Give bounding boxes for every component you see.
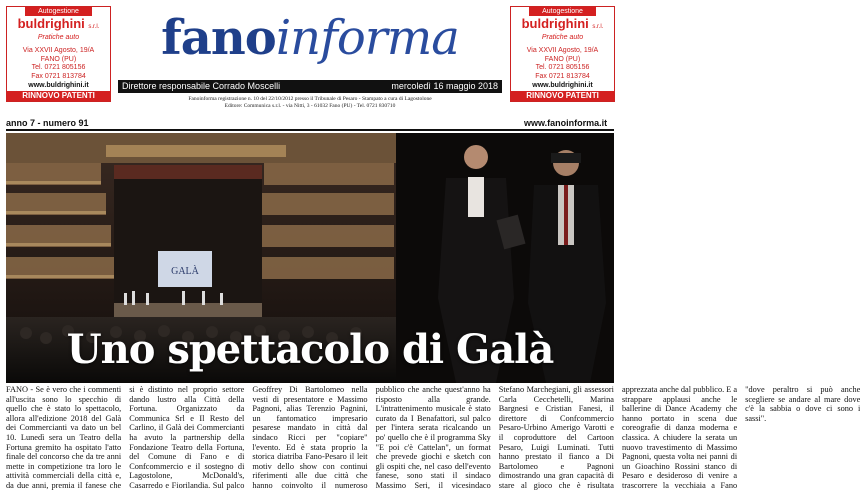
ad-city: FANO (PU) — [544, 55, 581, 63]
lead-photo — [6, 133, 614, 383]
newspaper-logo[interactable]: fanoinforma — [161, 10, 459, 66]
masthead-bar — [118, 80, 502, 93]
ad-box-right[interactable] — [510, 6, 615, 102]
ad-brand: buldrighini s.r.l. — [17, 16, 100, 31]
ad-fax: Fax 0721 813784 — [31, 72, 86, 80]
ad-footer: RINNOVO PATENTI — [511, 91, 614, 101]
director-line: Direttore responsabile Corrado Moscelli — [122, 81, 281, 91]
ad-fax: Fax 0721 813784 — [535, 72, 590, 80]
article-text: FANO - Se è vero che i commenti all'uscita sono lo specchio di quello che è stato lo spettacolo, allora all'edizione 2018 del Galà dei Commercianti va dato un bel 10. Lunedì sera un Teatro della Fortuna gremito ha ospitato l'atto finale del concorso che da tre anni mette in competizione tra loro le attività commerciali della città e, da due anni, premia il fanese che si è distinto nel proprio settore dando lustro alla Città della Fortuna. Organizzato da Communica Srl e Il Resto del Carlino, il Galà dei Commercianti ha avuto la partnership della Fondazione Teatro della Fortuna, del Comune di Fano e di Confcommercio e il sostegno di Lagostolone, McDonald's, Casarredo e Fiorilandia. Sul palco Geoffrey Di Bartolomeo nella vesti di presentatore e Massimo Pagnoni, alias Terenzio Pagnini, un fantomatico impresario pesarese mandato in città dal sindaco Ricci per "copiare" l'evento. Ed è stata proprio la storica diatriba Fano-Pesaro il leit motiv dello show con continui riferimenti alle due città che hanno coinvolto il numeroso pubblico che anche quest'anno ha risposto alla grande. L'intrattenimento musicale è stato curato da I Benafattori, sul palco per l'intera serata ricalcando un po' quello che è il programma Sky "E poi c'è Cattelan", un format che prevede giochi e sketch con gli ospiti che, nel caso dell'evento fanese, sono stati il sindaco Massimo Seri, il vicesindaco Stefano Marchegiani, gli assessori Carla Cecchetelli, Marina Bargnesi e Cristian Fanesi, il direttore di Confcommercio Pesaro-Urbino Amerigo Varotti e il coproduttore del Cartoon Pesaro, Luigi Luminati. Tutti hanno prestato il fianco a Di Bartolomeo e Pagnoni dimostrando una gran capacità di stare al gioco che è risultata apprezzata anche dal pubblico. E a strappare applausi anche le ballerine di Dance Academy che hanno portato in scena due coreografie di danza moderna e classica. A chiudere la serata un nuovo travestimento di Massimo Pagnoni, questa volta nei panni di un Gioachino Rossini stanco di Pesaro e desideroso di venire a trascorrere la vecchiaia a Fano "dove peraltro si può anche scegliere se andare al mare dove c'è la sabbia o dove ci sono i sassi". — [6, 385, 860, 490]
ad-brand: buldrighini s.r.l. — [521, 16, 604, 31]
ad-website[interactable]: www.buldrighini.it — [532, 82, 593, 90]
ad-tel: Tel. 0721 805156 — [535, 64, 590, 72]
website-link[interactable]: www.fanoinforma.it — [524, 118, 608, 128]
header-rule — [6, 129, 614, 131]
issue-date: mercoledì 16 maggio 2018 — [391, 81, 498, 91]
ad-address: Via XXVII Agosto, 19/A — [526, 47, 599, 54]
ad-website[interactable]: www.buldrighini.it — [28, 82, 89, 90]
masthead — [118, 8, 502, 80]
publisher-line: Editore: Communica s.r.l. - via Nitti, 3 - 61032 Fano (PU) - Tel. 0721 830710 — [224, 102, 396, 109]
registration-info — [118, 96, 502, 109]
ad-footer: RINNOVO PATENTI — [7, 91, 110, 101]
ad-subtitle: Pratiche auto — [37, 34, 80, 41]
ad-city: FANO (PU) — [40, 55, 77, 63]
ad-tag: Autogestione — [25, 7, 92, 16]
registration-line: Fanoinforma registrazione n. 10 del 22/10/2012 presso il Tribunale di Pesaro - Stampato a cura di Lagostolone — [188, 96, 432, 102]
article-body — [6, 385, 860, 493]
ad-tag: Autogestione — [529, 7, 596, 16]
ad-tel: Tel. 0721 805156 — [31, 64, 86, 72]
headline: Uno spettacolo di Galà — [66, 326, 554, 373]
screen-text: GALÀ — [171, 266, 199, 277]
ad-box-left[interactable] — [6, 6, 111, 102]
ad-address: Via XXVII Agosto, 19/A — [22, 47, 95, 54]
ad-subtitle: Pratiche auto — [541, 34, 584, 41]
issue-number: anno 7 - numero 91 — [6, 118, 89, 128]
